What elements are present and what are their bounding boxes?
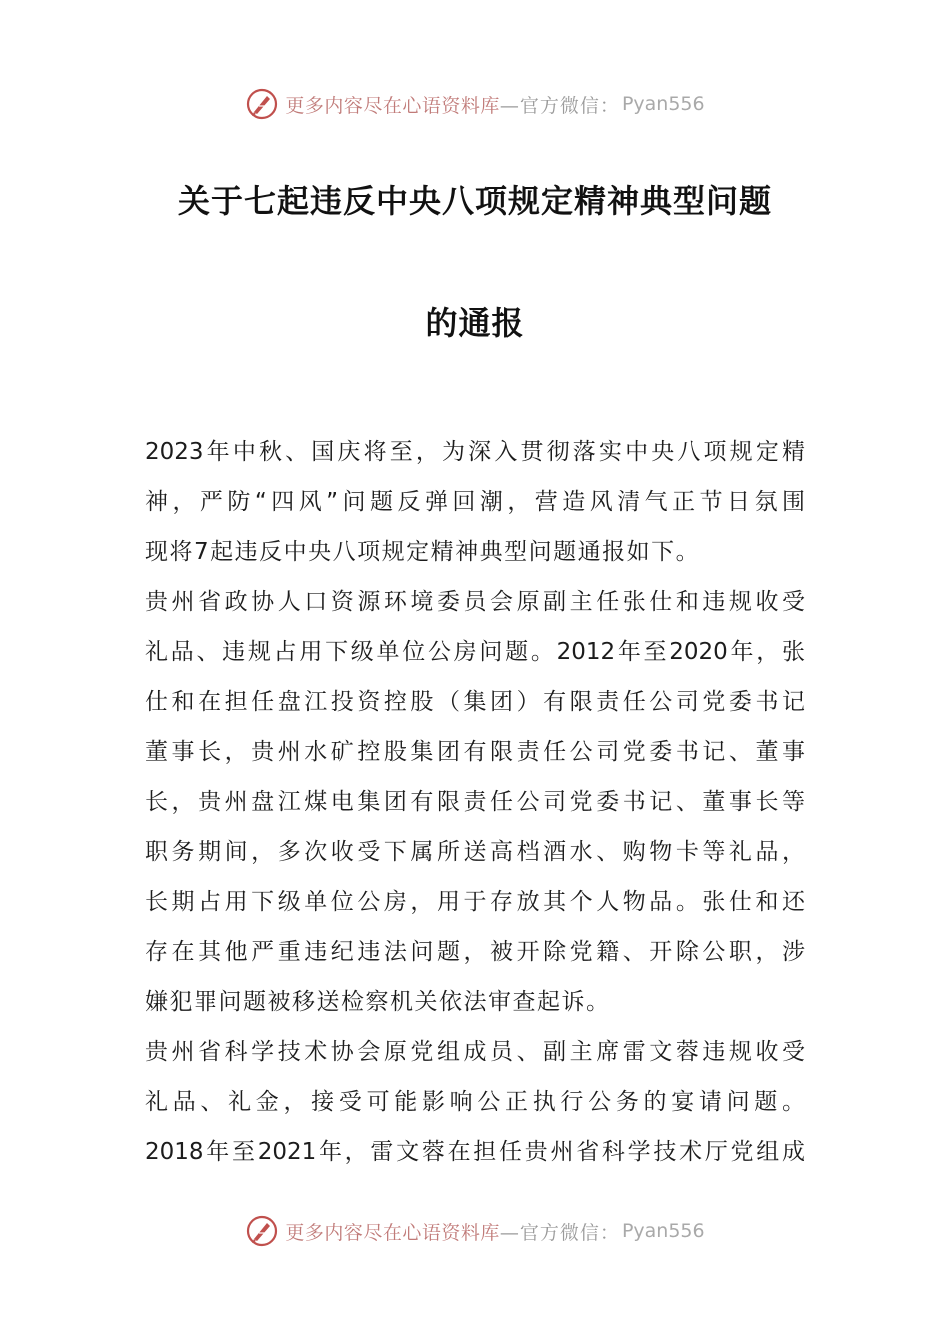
body-line: 长期占用下级单位公房，用于存放其个人物品。张仕和还 [145, 889, 805, 915]
watermark-brand-text: 更多内容尽在心语资料库 [285, 1221, 500, 1244]
body-line: 仕和在担任盘江投资控股（集团）有限责任公司党委书记 [145, 689, 805, 715]
body-line: 2018年至2021年，雷文蓉在担任贵州省科学技术厅党组成 [145, 1139, 805, 1165]
watermark-brand-text: 更多内容尽在心语资料库 [285, 94, 500, 117]
document-body [145, 427, 805, 1177]
watermark-banner-top [0, 84, 950, 124]
body-line: 礼品、礼金，接受可能影响公正执行公务的宴请问题。 [145, 1089, 805, 1115]
watermark-banner-bottom [0, 1211, 950, 1251]
body-line: 职务期间，多次收受下属所送高档酒水、购物卡等礼品， [145, 839, 805, 865]
body-line: 董事长，贵州水矿控股集团有限责任公司党委书记、董事 [145, 739, 805, 765]
quill-pen-logo-icon [245, 87, 279, 121]
document-title-line-1: 关于七起违反中央八项规定精神典型问题 [177, 182, 772, 220]
body-line: 嫌犯罪问题被移送检察机关依法审查起诉。 [145, 989, 611, 1015]
document-title-line-2: 的通报 [425, 304, 525, 342]
body-line: 长，贵州盘江煤电集团有限责任公司党委书记、董事长等 [145, 789, 805, 815]
body-line: 神，严防“四风”问题反弹回潮，营造风清气正节日氛围 [145, 489, 805, 515]
watermark-official-text: —官方微信： [499, 1221, 620, 1244]
body-line: 礼品、违规占用下级单位公房问题。2012年至2020年，张 [145, 639, 805, 665]
watermark-official-text: —官方微信： [499, 94, 620, 117]
watermark-wechat-id: Pyan556 [621, 1220, 705, 1242]
quill-pen-logo-icon [245, 1214, 279, 1248]
body-line: 贵州省政协人口资源环境委员会原副主任张仕和违规收受 [145, 589, 805, 615]
body-line: 存在其他严重违纪违法问题，被开除党籍、开除公职，涉 [145, 939, 805, 965]
body-line: 现将7起违反中央八项规定精神典型问题通报如下。 [145, 539, 701, 565]
body-line: 2023年中秋、国庆将至，为深入贯彻落实中央八项规定精 [145, 439, 805, 465]
watermark-wechat-id: Pyan556 [621, 93, 705, 115]
body-line: 贵州省科学技术协会原党组成员、副主席雷文蓉违规收受 [145, 1039, 805, 1065]
